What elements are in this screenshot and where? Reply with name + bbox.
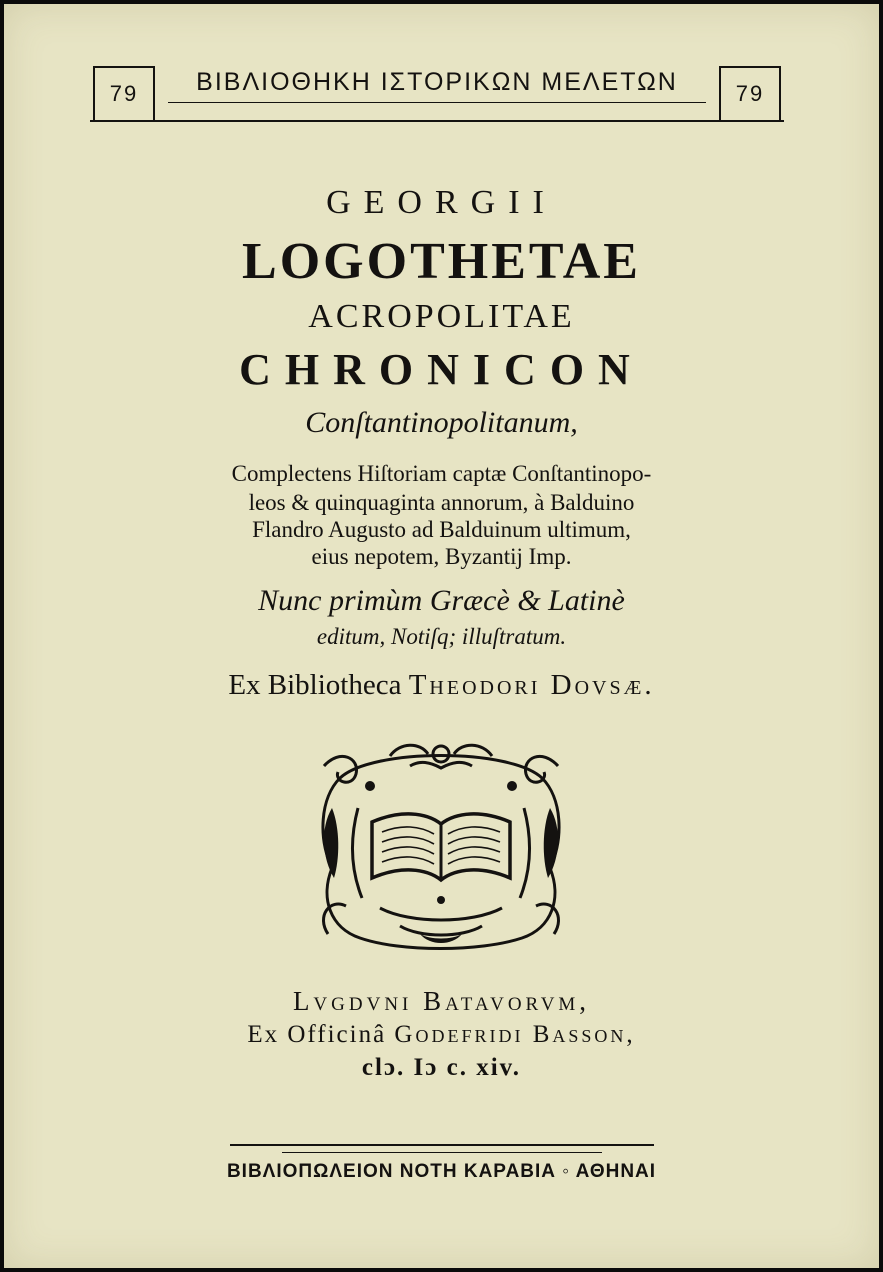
imprint-city: Lvgdvni Batavorvm, [292, 986, 591, 1016]
imprint-officina-prefix: Ex Officinâ [247, 1021, 387, 1048]
footer-publisher: ΒΙΒΛΙΟΠΩΛΕΙΟΝ ΝΟΤΗ ΚΑΡΑΒΙΑ ◦ ΑΘΗΝΑΙ [226, 1161, 657, 1182]
description-line-1: Complectens Hiſtoriam captæ Conſtantinopo- [231, 461, 652, 486]
footer-rule-top [230, 1144, 654, 1146]
description-line-2: leos & quinquaginta annorum, à Balduino [248, 490, 635, 515]
provenance-name: Theodori Dovsæ. [408, 669, 655, 701]
series-bottom-rule [90, 120, 784, 122]
open-book-printer-device-icon [310, 738, 572, 954]
title-constantinopolitanum: Conſtantinopolitanum, [305, 406, 578, 439]
book-cover [4, 4, 879, 1268]
imprint-year: clɔ. Iɔ c. xiv. [361, 1054, 522, 1081]
imprint-printer-name: Godefridi Basson, [394, 1021, 636, 1048]
title-acropolitae: ACROPOLITAE [308, 298, 575, 335]
imprint-officina [4, 1021, 879, 1049]
series-header [90, 62, 784, 122]
edition-note: Nunc primùm Græcè & Latinè [258, 584, 625, 617]
edition-note-2: editum, Notiſq; illuſtratum. [316, 624, 567, 649]
series-title: ΒΙΒΛΙΟΘΗΚΗ ΙΣΤΟΡΙΚΩΝ ΜΕΛΕΤΩΝ [196, 68, 678, 96]
footer-rule-bottom [282, 1152, 602, 1153]
series-number-right: 79 [719, 66, 781, 120]
title-logothetae: LOGOTHETAE [242, 233, 641, 290]
description-line-3: Flandro Augusto ad Balduinum ultimum, [252, 517, 631, 542]
title-georgii: GEORGII [326, 184, 557, 221]
provenance-line [4, 669, 879, 702]
title-chronicon: CHRONICON [239, 345, 644, 394]
series-number-left: 79 [93, 66, 155, 120]
description-line-4: eius nepotem, Byzantij Imp. [311, 544, 572, 569]
provenance-prefix: Ex Bibliotheca [228, 669, 402, 701]
series-title-rule [168, 102, 706, 103]
